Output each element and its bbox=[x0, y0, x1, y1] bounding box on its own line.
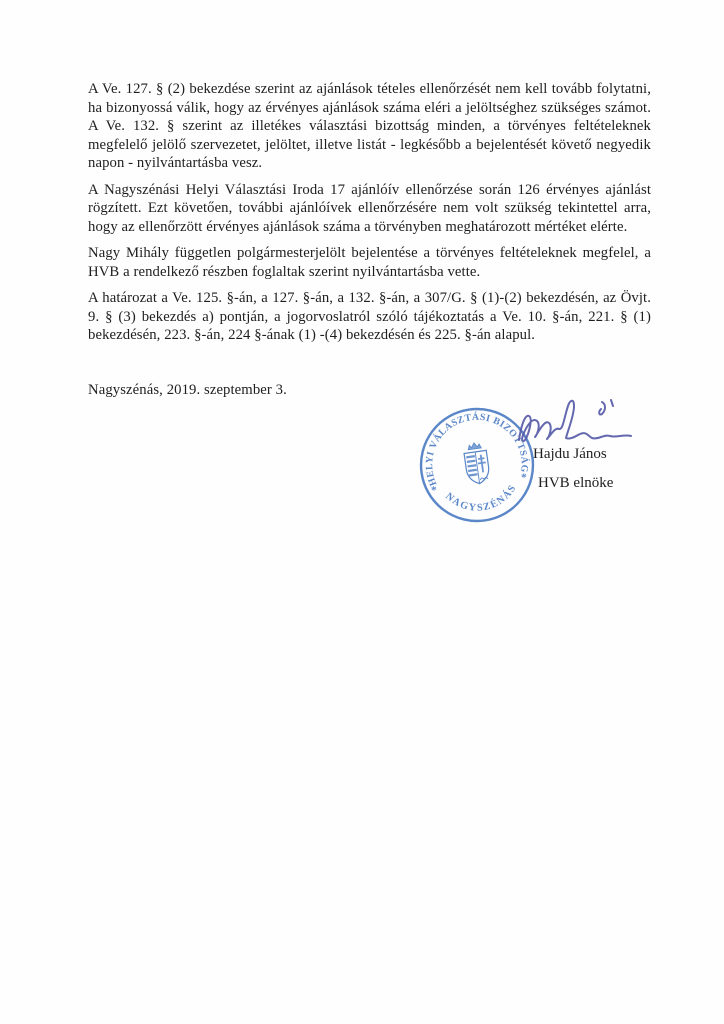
signer-name: Hajdu János bbox=[533, 446, 607, 462]
stamp-seal-icon bbox=[411, 399, 542, 532]
paragraph-verification-result: A Nagyszénási Helyi Választási Iroda 17 ajánlóív ellenőrzése során 126 érvényes ajánlást rögzített. Ezt követően, további ajánlóívek ellenőrzésére nem volt szükség tekintettel arra, hogy az ellenőrzött érvényes ajánlások száma a törvényben meghatározott mértéket elérte. bbox=[88, 181, 651, 235]
stamp-arc-top-text: HELYI VÁLASZTÁSI BIZOTTSÁG bbox=[424, 411, 530, 488]
coat-of-arms-icon bbox=[463, 441, 491, 485]
paragraph-candidate-registration: Nagy Mihály független polgármesterjelölt bejelentése a törvényes feltételeknek megfelel, a HVB a rendelkező részben foglaltak szerint nyilvántartásba vette. bbox=[88, 245, 651, 280]
paragraph-legal-references: A határozat a Ve. 125. §-án, a 127. §-án, a 132. §-án, a 307/G. § (1)-(2) bekezdésén, az Övjt. 9. § (3) bekezdés a) pontján, a jogorvoslatról szóló tájékoztatás a Ve. 10. §-án, 221. § (1) bekezdésén, 223. §-án, 224 §-ának (1) -(4) bekezdésén és 225. §-án alapul. bbox=[88, 290, 651, 343]
signer-title: HVB elnöke bbox=[538, 475, 614, 491]
stamp-arc-bottom-text: NAGYSZÉNÁS bbox=[443, 482, 519, 514]
date-line: Nagyszénás, 2019. szeptember 3. bbox=[88, 381, 287, 398]
stamp-separator-left: * bbox=[430, 484, 438, 497]
document-body bbox=[88, 80, 651, 407]
official-stamp bbox=[411, 399, 542, 532]
stamp-separator-right: * bbox=[520, 471, 528, 485]
paragraph-legal-basis-ve127: A Ve. 127. § (2) bekezdése szerint az ajánlások tételes ellenőrzését nem kell tovább folytatni, ha bizonyossá válik, hogy az érvényes ajánlások száma eléri a jelöltséghez szükséges számot. A Ve. 132. § szerint az illetékes választási bizottság minden, a törvényes feltételeknek megfelelő jelölő szervezetet, jelöltet, illetve listát - legkésőbb a bejelentését követő negyedik napon - nyilvántartásba vesz. bbox=[88, 81, 651, 171]
stamp-border-circle bbox=[414, 402, 540, 528]
